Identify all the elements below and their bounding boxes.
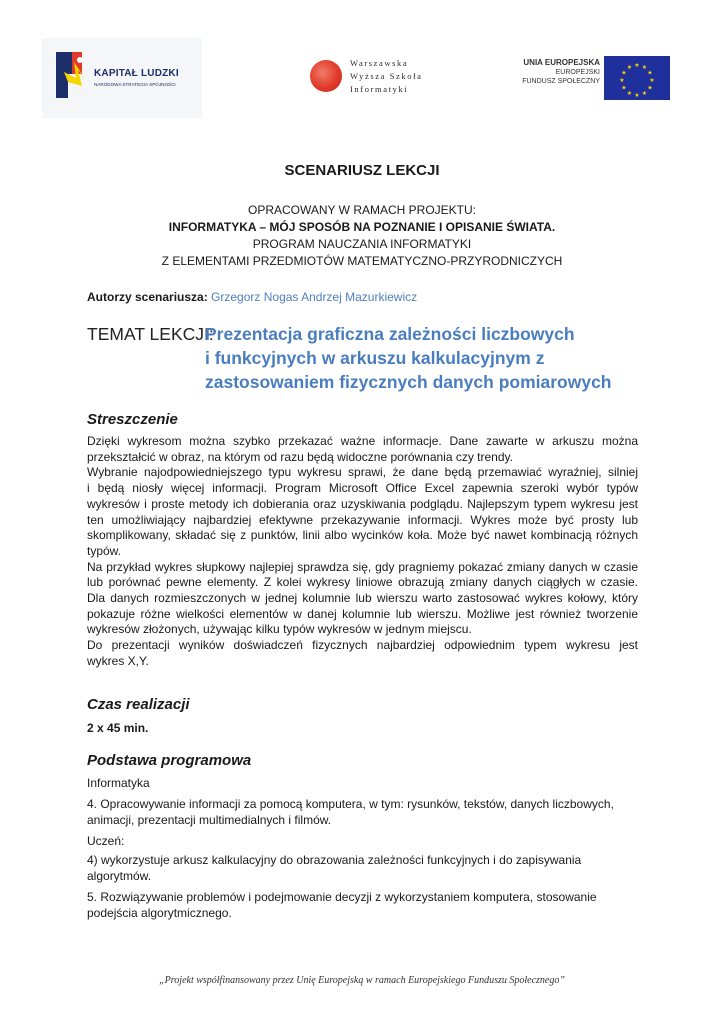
summary-paragraph (87, 434, 638, 670)
project-line-2: INFORMATYKA – MÓJ SPOSÓB NA POZNANIE I OPISANIE ŚWIATA. (168, 220, 556, 234)
svg-text:★: ★ (621, 84, 627, 92)
svg-text:★: ★ (641, 90, 648, 97)
kapital-ludzki-subtitle: NARODOWA STRATEGIA SPÓJNOŚCI (94, 82, 176, 87)
curriculum-student: Uczeń: (87, 834, 125, 848)
wwsi-sphere-icon (310, 60, 342, 92)
summary-line: ten umożliwiający najbardziej efektywne przekazywanie informacji. Wykres może być prosty lub (87, 512, 638, 527)
summary-line: i będą niosły więcej informacji. Program Microsoft Office Excel zapewnia szeroki wybór typów (87, 481, 638, 496)
summary-line: lub porównać pewne elementy. Z kolei wykresy liniowe obrazują zmiany danych ciągłych w czasie. (87, 575, 638, 590)
eu-line-1: UNIA EUROPEJSKA (523, 58, 600, 67)
project-line-3: PROGRAM NAUCZANIA INFORMATYKI (252, 237, 472, 251)
topic-line: Prezentacja graficzna zależności liczbowych (205, 324, 575, 344)
summary-line: Do prezentacji wyników doświadczeń fizycznych najbardziej odpowiednim typem wykresu jest (87, 638, 638, 653)
curriculum-heading: Podstawa programowa (87, 752, 252, 769)
curriculum-subject: Informatyka (87, 776, 150, 790)
curriculum-item-4-line-2: animacji, prezentacji multimedialnych i filmów. (87, 813, 332, 827)
svg-text:★: ★ (647, 84, 653, 92)
summary-line: typów. (87, 543, 122, 558)
authors-row (87, 290, 417, 304)
authors-value: Grzegorz Nogas Andrzej Mazurkiewicz (211, 290, 418, 304)
kapital-ludzki-logo (42, 38, 202, 118)
eu-flag-icon (604, 56, 670, 100)
summary-line: przekształcić w obraz, na którym od razu będą widoczne porównania czy trendy. (87, 449, 513, 464)
project-line-4: Z ELEMENTAMI PRZEDMIOTÓW MATEMATYCZNO-PRZYRODNICZYCH (161, 254, 563, 268)
summary-line: skomplikowany, składać się z punktów, linii albo wycinków koła. Może być nawet kombinacją różnych (87, 528, 638, 543)
wwsi-logo (300, 50, 440, 100)
summary-line: Na przykład wykres słupkowy najlepiej sprawdza się, gdy pragniemy pokazać zmiany danych w czasie (87, 559, 638, 574)
summary-line: Dzięki wykresom można szybko przekazać ważne informacje. Dane zawarte w arkuszu można (87, 434, 638, 448)
document-title: SCENARIUSZ LEKCJI (284, 162, 440, 179)
curriculum-req-4-line-2: algorytmów. (87, 869, 152, 883)
authors-label: Autorzy scenariusza: (87, 290, 208, 304)
svg-text:★: ★ (621, 69, 627, 77)
summary-line: Dla danych rozmieszczonych w jednej kolumnie lub wierszu warto zastosować wykres kołowy, który (87, 591, 638, 606)
svg-text:★: ★ (649, 77, 655, 84)
summary-heading: Streszczenie (87, 411, 178, 428)
topic-label: TEMAT LEKCJI: (87, 324, 214, 344)
curriculum-item-5-line-1: 5. Rozwiązywanie problemów i podejmowanie decyzji z wykorzystaniem komputera, stosowanie (87, 890, 597, 904)
footer-note: „Projekt współfinansowany przez Unię Europejską w ramach Europejskiego Funduszu Społecznego” (159, 975, 565, 986)
svg-text:★: ★ (647, 69, 653, 77)
kapital-ludzki-star-icon (56, 52, 92, 98)
curriculum-req-4-line-1: 4) wykorzystuje arkusz kalkulacyjny do obrazowania zależności funkcyjnych i do zapisywania (87, 853, 582, 867)
kapital-ludzki-title: KAPITAŁ LUDZKI (94, 68, 179, 79)
svg-text:★: ★ (641, 64, 648, 71)
summary-line: Wybranie najodpowiedniejszego typu wykresu sprawi, że dane będą przemawiać wyraźniej, silniej (87, 465, 638, 480)
eu-line-2: EUROPEJSKI (555, 69, 600, 76)
topic-line: i funkcyjnych w arkuszu kalkulacyjnym z (205, 348, 545, 368)
curriculum-item-5-line-2: podejścia algorytmicznego. (87, 906, 232, 920)
svg-text:★: ★ (634, 92, 640, 99)
summary-line: wykresów i proste metody ich dobierania oraz uzyskiwania podglądu. Najlepszym typem wykresu jest (87, 496, 638, 511)
svg-text:★: ★ (626, 64, 633, 71)
wwsi-line-1: Warszawska (350, 58, 409, 68)
lesson-topic (87, 322, 612, 392)
project-line-1: OPRACOWANY W RAMACH PROJEKTU: (247, 203, 477, 217)
eu-logo-text (500, 58, 600, 85)
summary-line: wykresów złożonych, używając kilku typów wykresów w jednym miejscu. (87, 622, 472, 637)
curriculum-item-4-line-1: 4. Opracowywanie informacji za pomocą komputera, w tym: rysunków, tekstów, danych liczbowych, (87, 797, 614, 811)
duration-value: 2 x 45 min. (87, 721, 149, 735)
wwsi-line-2: Wyższa Szkoła (350, 71, 423, 81)
eu-line-3: FUNDUSZ SPOŁECZNY (522, 78, 600, 85)
svg-text:★: ★ (619, 77, 625, 84)
duration-heading: Czas realizacji (87, 696, 190, 713)
topic-line: zastosowaniem fizycznych danych pomiarowych (205, 372, 612, 392)
svg-text:★: ★ (634, 62, 640, 69)
wwsi-line-3: Informatyki (350, 84, 409, 94)
svg-text:★: ★ (626, 90, 633, 97)
summary-line: wykres X,Y. (87, 653, 149, 668)
summary-line: pokazuje różne wielkości elementów w danej kolumnie lub wierszu. Możliwe jest również tworzenie (87, 606, 638, 621)
